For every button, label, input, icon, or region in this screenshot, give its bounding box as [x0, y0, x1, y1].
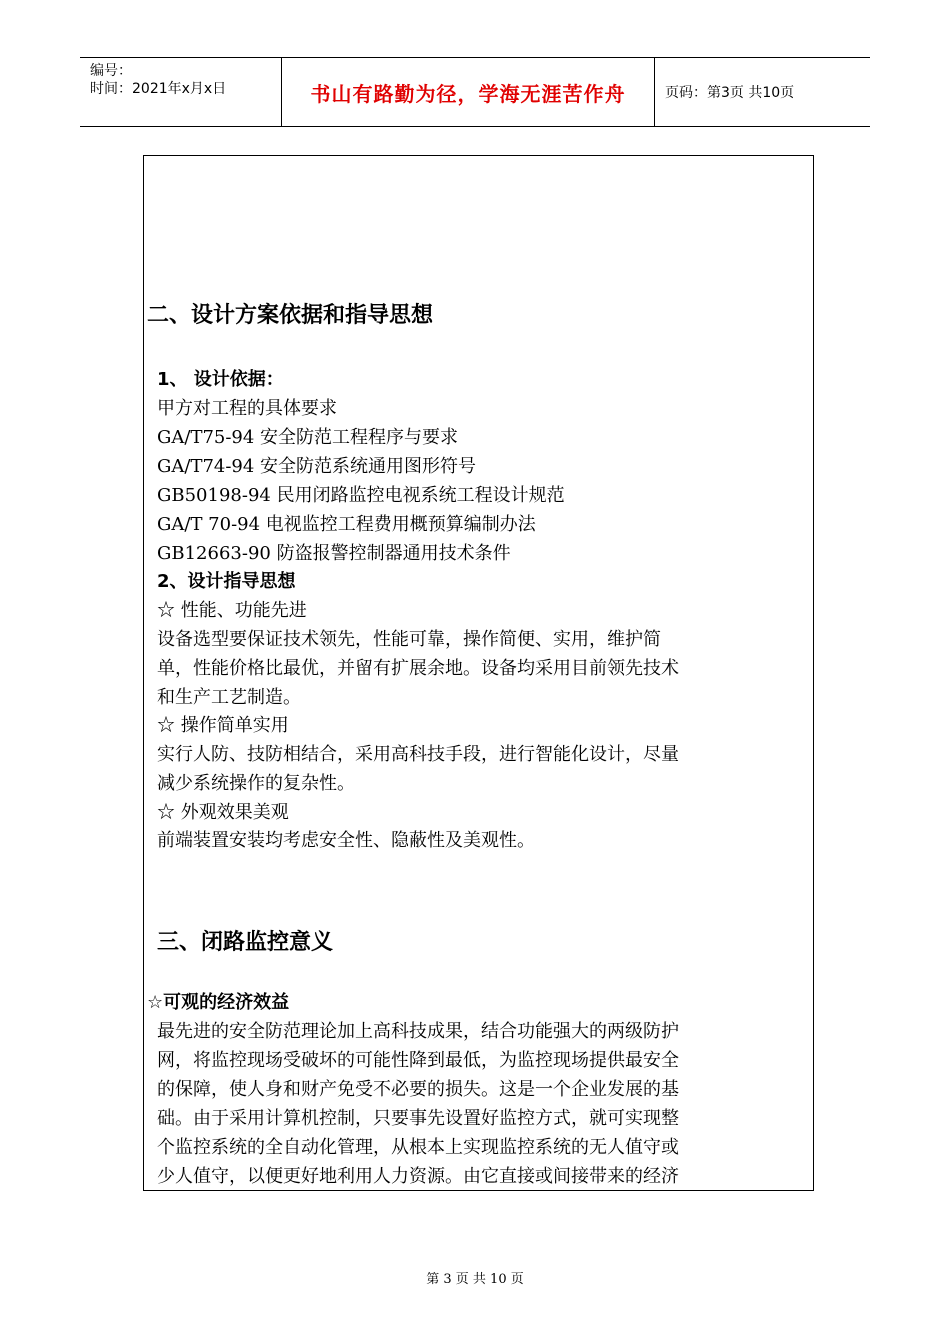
guide-line: 减少系统操作的复杂性。 [157, 773, 355, 794]
guide-line: ☆ 外观效果美观 [157, 802, 289, 823]
header-page-cell [655, 58, 870, 126]
motto-text: 书山有路勤为径，学海无涯苦作舟 [310, 81, 626, 106]
basis-item: GA/T 70-94 电视监控工程费用概预算编制办法 [157, 514, 536, 535]
header-motto-cell [281, 58, 655, 126]
section2-title: 二、设计方案依据和指导思想 [147, 303, 434, 328]
section3-line: 个监控系统的全自动化管理，从根本上实现监控系统的无人值守或 [157, 1137, 679, 1158]
basis-item: GA/T74-94 安全防范系统通用图形符号 [157, 456, 477, 477]
page-header [80, 57, 870, 127]
basis-heading: 1、 设计依据： [157, 369, 284, 390]
page-footer: 第 3 页 共 10 页 [426, 1272, 524, 1287]
basis-item: 甲方对工程的具体要求 [157, 398, 337, 419]
basis-item: GA/T75-94 安全防范工程程序与要求 [157, 427, 459, 448]
section3-subheading: ☆可观的经济效益 [147, 992, 290, 1013]
basis-item: GB50198-94 民用闭路监控电视系统工程设计规范 [157, 485, 565, 506]
time-label: 时间：2021年x月x日 [90, 81, 227, 97]
section3-line: 础。由于采用计算机控制，只要事先设置好监控方式，就可实现整 [157, 1108, 679, 1129]
guide-line: 实行人防、技防相结合，采用高科技手段，进行智能化设计，尽量 [157, 744, 679, 765]
section3-line: 网，将监控现场受破坏的可能性降到最低，为监控现场提供最安全 [157, 1050, 679, 1071]
basis-item: GB12663-90 防盗报警控制器通用技术条件 [157, 543, 511, 564]
section3-line: 的保障，使人身和财产免受不必要的损失。这是一个企业发展的基 [157, 1079, 679, 1100]
number-label: 编号： [90, 63, 132, 79]
guide-line: ☆ 性能、功能先进 [157, 600, 307, 621]
guide-line: ☆ 操作简单实用 [157, 715, 289, 736]
guide-line: 和生产工艺制造。 [157, 687, 301, 708]
guide-line: 设备选型要保证技术领先，性能可靠，操作简便、实用，维护简 [157, 629, 661, 650]
guide-line: 前端装置安装均考虑安全性、隐蔽性及美观性。 [157, 830, 535, 851]
header-meta [80, 58, 281, 126]
section3-line: 最先进的安全防范理论加上高科技成果，结合功能强大的两级防护 [157, 1021, 679, 1042]
section3-title: 三、闭路监控意义 [157, 930, 334, 955]
page-label: 页码：第3页 共10页 [665, 85, 795, 101]
guide-heading: 2、设计指导思想 [157, 571, 296, 592]
section3-line: 少人值守，以便更好地利用人力资源。由它直接或间接带来的经济 [157, 1166, 679, 1187]
content-box [143, 155, 814, 1191]
guide-line: 单，性能价格比最优，并留有扩展余地。设备均采用目前领先技术 [157, 658, 679, 679]
